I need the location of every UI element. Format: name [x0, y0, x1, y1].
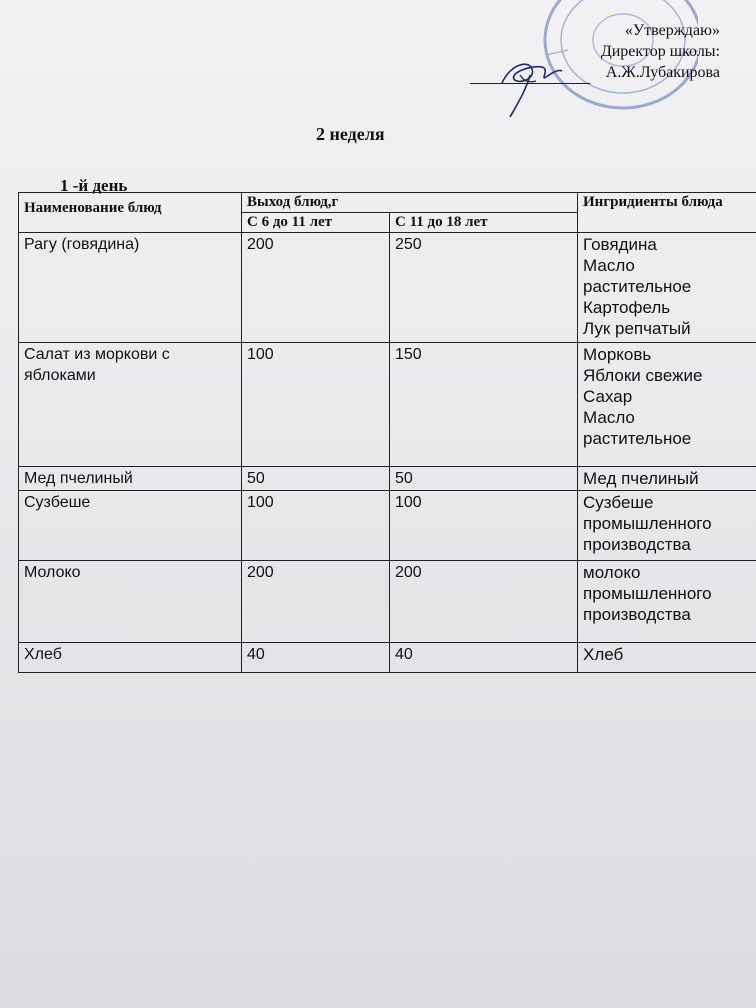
ingredients-cell: молоко промышленного производства — [578, 561, 756, 643]
dish-cell: Хлеб — [19, 643, 242, 673]
output-6-11-cell: 100 — [242, 491, 390, 561]
table-row — [19, 467, 756, 491]
ingredients-cell: Морковь Яблоки свежие Сахар Масло растительное — [578, 343, 756, 467]
dish-cell: Мед пчелиный — [19, 467, 242, 491]
output-11-18-cell: 250 — [390, 233, 578, 343]
output-6-11-cell: 200 — [242, 233, 390, 343]
table-row — [19, 643, 756, 673]
signature — [470, 45, 580, 120]
output-11-18-cell: 200 — [390, 561, 578, 643]
dish-cell: Сузбеше — [19, 491, 242, 561]
ingredients-cell: Мед пчелиный — [578, 467, 756, 491]
output-11-18-cell: 50 — [390, 467, 578, 491]
header-dish: Наименование блюд — [19, 193, 242, 233]
header-age-11-18: С 11 до 18 лет — [390, 213, 578, 233]
table-row — [19, 233, 756, 343]
day-title: 1 -й день — [60, 176, 128, 195]
week-title: 2 неделя — [316, 124, 385, 144]
ingredients-cell: Сузбеше промышленного производства — [578, 491, 756, 561]
output-6-11-cell: 200 — [242, 561, 390, 643]
header-age-6-11: С 6 до 11 лет — [242, 213, 390, 233]
approval-role: Директор школы: — [600, 43, 720, 60]
approval-title: «Утверждаю» — [624, 22, 720, 39]
output-6-11-cell: 40 — [242, 643, 390, 673]
menu-table — [18, 192, 756, 673]
table-row — [19, 491, 756, 561]
output-11-18-cell: 100 — [390, 491, 578, 561]
output-6-11-cell: 50 — [242, 467, 390, 491]
header-ingredients: Ингридиенты блюда — [578, 193, 756, 233]
output-11-18-cell: 150 — [390, 343, 578, 467]
table-row — [19, 561, 756, 643]
dish-cell: Молоко — [19, 561, 242, 643]
ingredients-cell: Хлеб — [578, 643, 756, 673]
ingredients-cell: Говядина Масло растительное Картофель Лук репчатый — [578, 233, 756, 343]
dish-cell: Салат из моркови с яблоками — [19, 343, 242, 467]
approval-name: А.Ж.Лубакирова — [605, 64, 720, 81]
output-11-18-cell: 40 — [390, 643, 578, 673]
table-row — [19, 343, 756, 467]
output-6-11-cell: 100 — [242, 343, 390, 467]
header-output: Выход блюд,г — [242, 193, 578, 213]
dish-cell: Рагу (говядина) — [19, 233, 242, 343]
